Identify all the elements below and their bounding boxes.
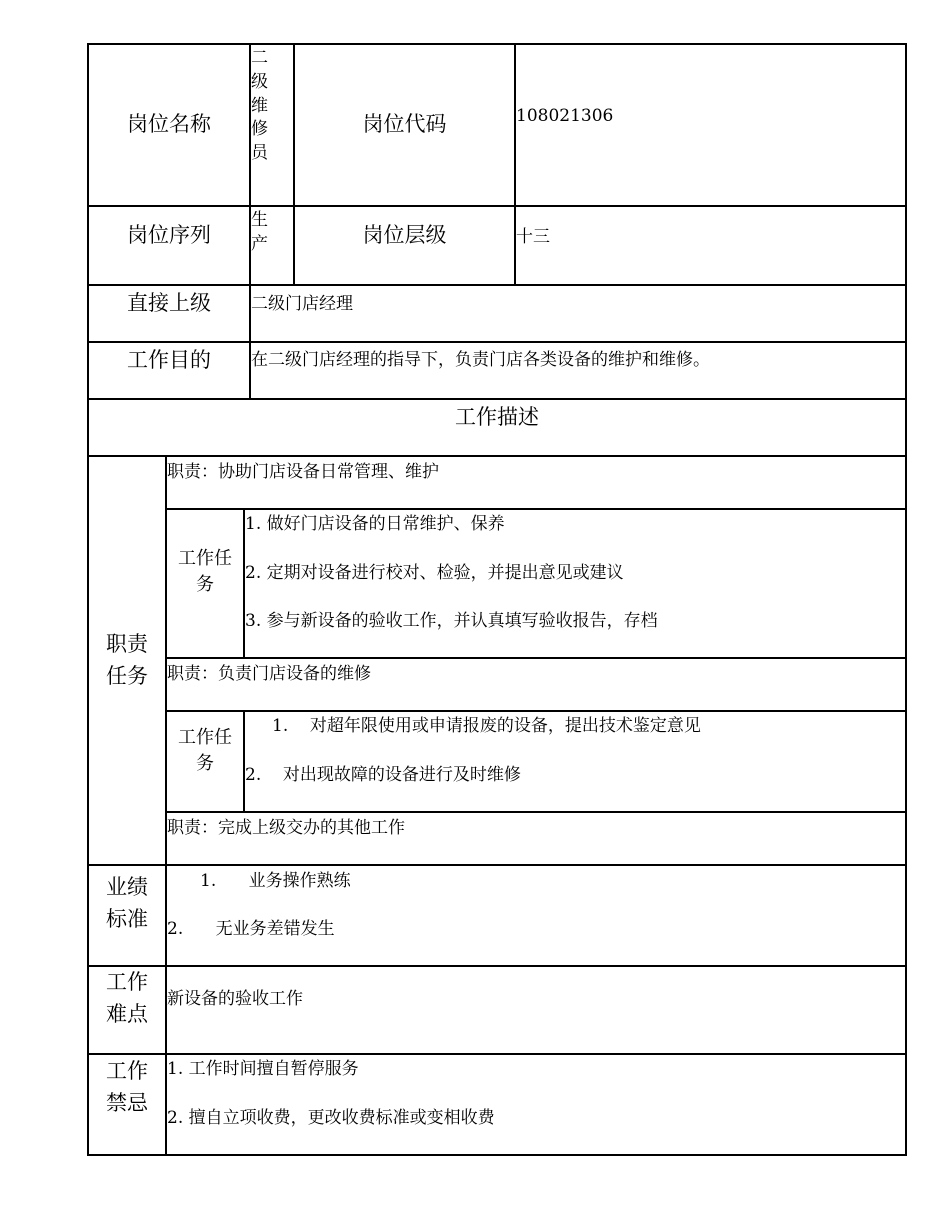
task-item: 2. 定期对设备进行校对、检验，并提出意见或建议 bbox=[245, 563, 624, 583]
duties-label-line: 职责 bbox=[106, 632, 148, 656]
grid-line bbox=[905, 43, 907, 1156]
position-name-label: 岗位名称 bbox=[127, 112, 211, 137]
grid-line bbox=[87, 398, 907, 400]
grid-line bbox=[165, 657, 907, 659]
grid-line bbox=[87, 1154, 907, 1156]
position-level-label: 岗位层级 bbox=[362, 223, 447, 248]
duties-label bbox=[89, 457, 165, 864]
performance-item: 1. 业务操作熟练 bbox=[200, 871, 351, 891]
task-label-line: 工作任 bbox=[178, 548, 232, 569]
duty-title: 职责：负责门店设备的维修 bbox=[167, 664, 371, 684]
position-name-char: 级 bbox=[251, 71, 268, 92]
position-name-char: 修 bbox=[251, 119, 268, 140]
position-name-char: 二 bbox=[251, 48, 268, 68]
difficulties-label-line: 难点 bbox=[106, 1001, 148, 1026]
task-item: 2. 对出现故障的设备进行及时维修 bbox=[245, 765, 521, 785]
purpose-value: 在二级门店经理的指导下，负责门店各类设备的维护和维修。 bbox=[251, 350, 710, 370]
position-series-char: 生 bbox=[251, 210, 268, 230]
position-name-char: 维 bbox=[251, 95, 268, 116]
grid-line bbox=[87, 864, 907, 866]
supervisor-label: 直接上级 bbox=[127, 291, 211, 315]
grid-line bbox=[165, 811, 907, 813]
grid-line bbox=[87, 341, 907, 343]
position-series-label: 岗位序列 bbox=[127, 223, 211, 248]
prohibitions-label-line: 工作 bbox=[106, 1059, 148, 1083]
supervisor-value: 二级门店经理 bbox=[251, 294, 353, 314]
task-item: 1. 做好门店设备的日常维护、保养 bbox=[245, 514, 505, 534]
performance-label-line: 标准 bbox=[106, 906, 148, 931]
position-name-value bbox=[251, 47, 293, 203]
position-series-char: 产 bbox=[251, 233, 268, 254]
performance-item: 2. 无业务差错发生 bbox=[167, 919, 335, 939]
task-label bbox=[167, 725, 243, 785]
difficulties-label bbox=[89, 967, 165, 1037]
duties-label-line: 任务 bbox=[106, 663, 148, 688]
prohibition-item: 2. 擅自立项收费，更改收费标准或变相收费 bbox=[167, 1108, 495, 1128]
task-label-line: 务 bbox=[196, 574, 214, 596]
prohibitions-label bbox=[89, 1056, 165, 1126]
purpose-label: 工作目的 bbox=[127, 348, 211, 372]
task-label-line: 务 bbox=[196, 753, 214, 775]
difficulties-label-line: 工作 bbox=[106, 970, 148, 994]
position-level-value: 十三 bbox=[516, 227, 550, 247]
prohibitions-label-line: 禁忌 bbox=[106, 1090, 148, 1115]
task-label-line: 工作任 bbox=[178, 727, 232, 748]
task-label bbox=[167, 546, 243, 606]
grid-line bbox=[87, 455, 907, 457]
prohibition-item: 1. 工作时间擅自暂停服务 bbox=[167, 1059, 359, 1079]
grid-line bbox=[87, 965, 907, 967]
difficulties-value: 新设备的验收工作 bbox=[167, 989, 303, 1009]
performance-label bbox=[89, 872, 165, 942]
position-code-value: 108021306 bbox=[516, 106, 614, 126]
duty-title: 职责：完成上级交办的其他工作 bbox=[167, 818, 405, 838]
grid-line bbox=[243, 710, 245, 813]
grid-line bbox=[87, 1053, 907, 1055]
description-title: 工作描述 bbox=[455, 405, 539, 429]
position-name-char: 员 bbox=[251, 143, 268, 164]
grid-line bbox=[87, 284, 907, 286]
performance-label-line: 业绩 bbox=[106, 875, 148, 899]
task-item: 1. 对超年限使用或申请报废的设备，提出技术鉴定意见 bbox=[272, 716, 701, 736]
duty-title: 职责：协助门店设备日常管理、维护 bbox=[167, 462, 439, 482]
position-code-label: 岗位代码 bbox=[362, 112, 447, 137]
task-item: 3. 参与新设备的验收工作，并认真填写验收报告，存档 bbox=[245, 611, 658, 631]
grid-line bbox=[165, 508, 907, 510]
position-series-value bbox=[251, 209, 293, 284]
grid-line bbox=[165, 710, 907, 712]
